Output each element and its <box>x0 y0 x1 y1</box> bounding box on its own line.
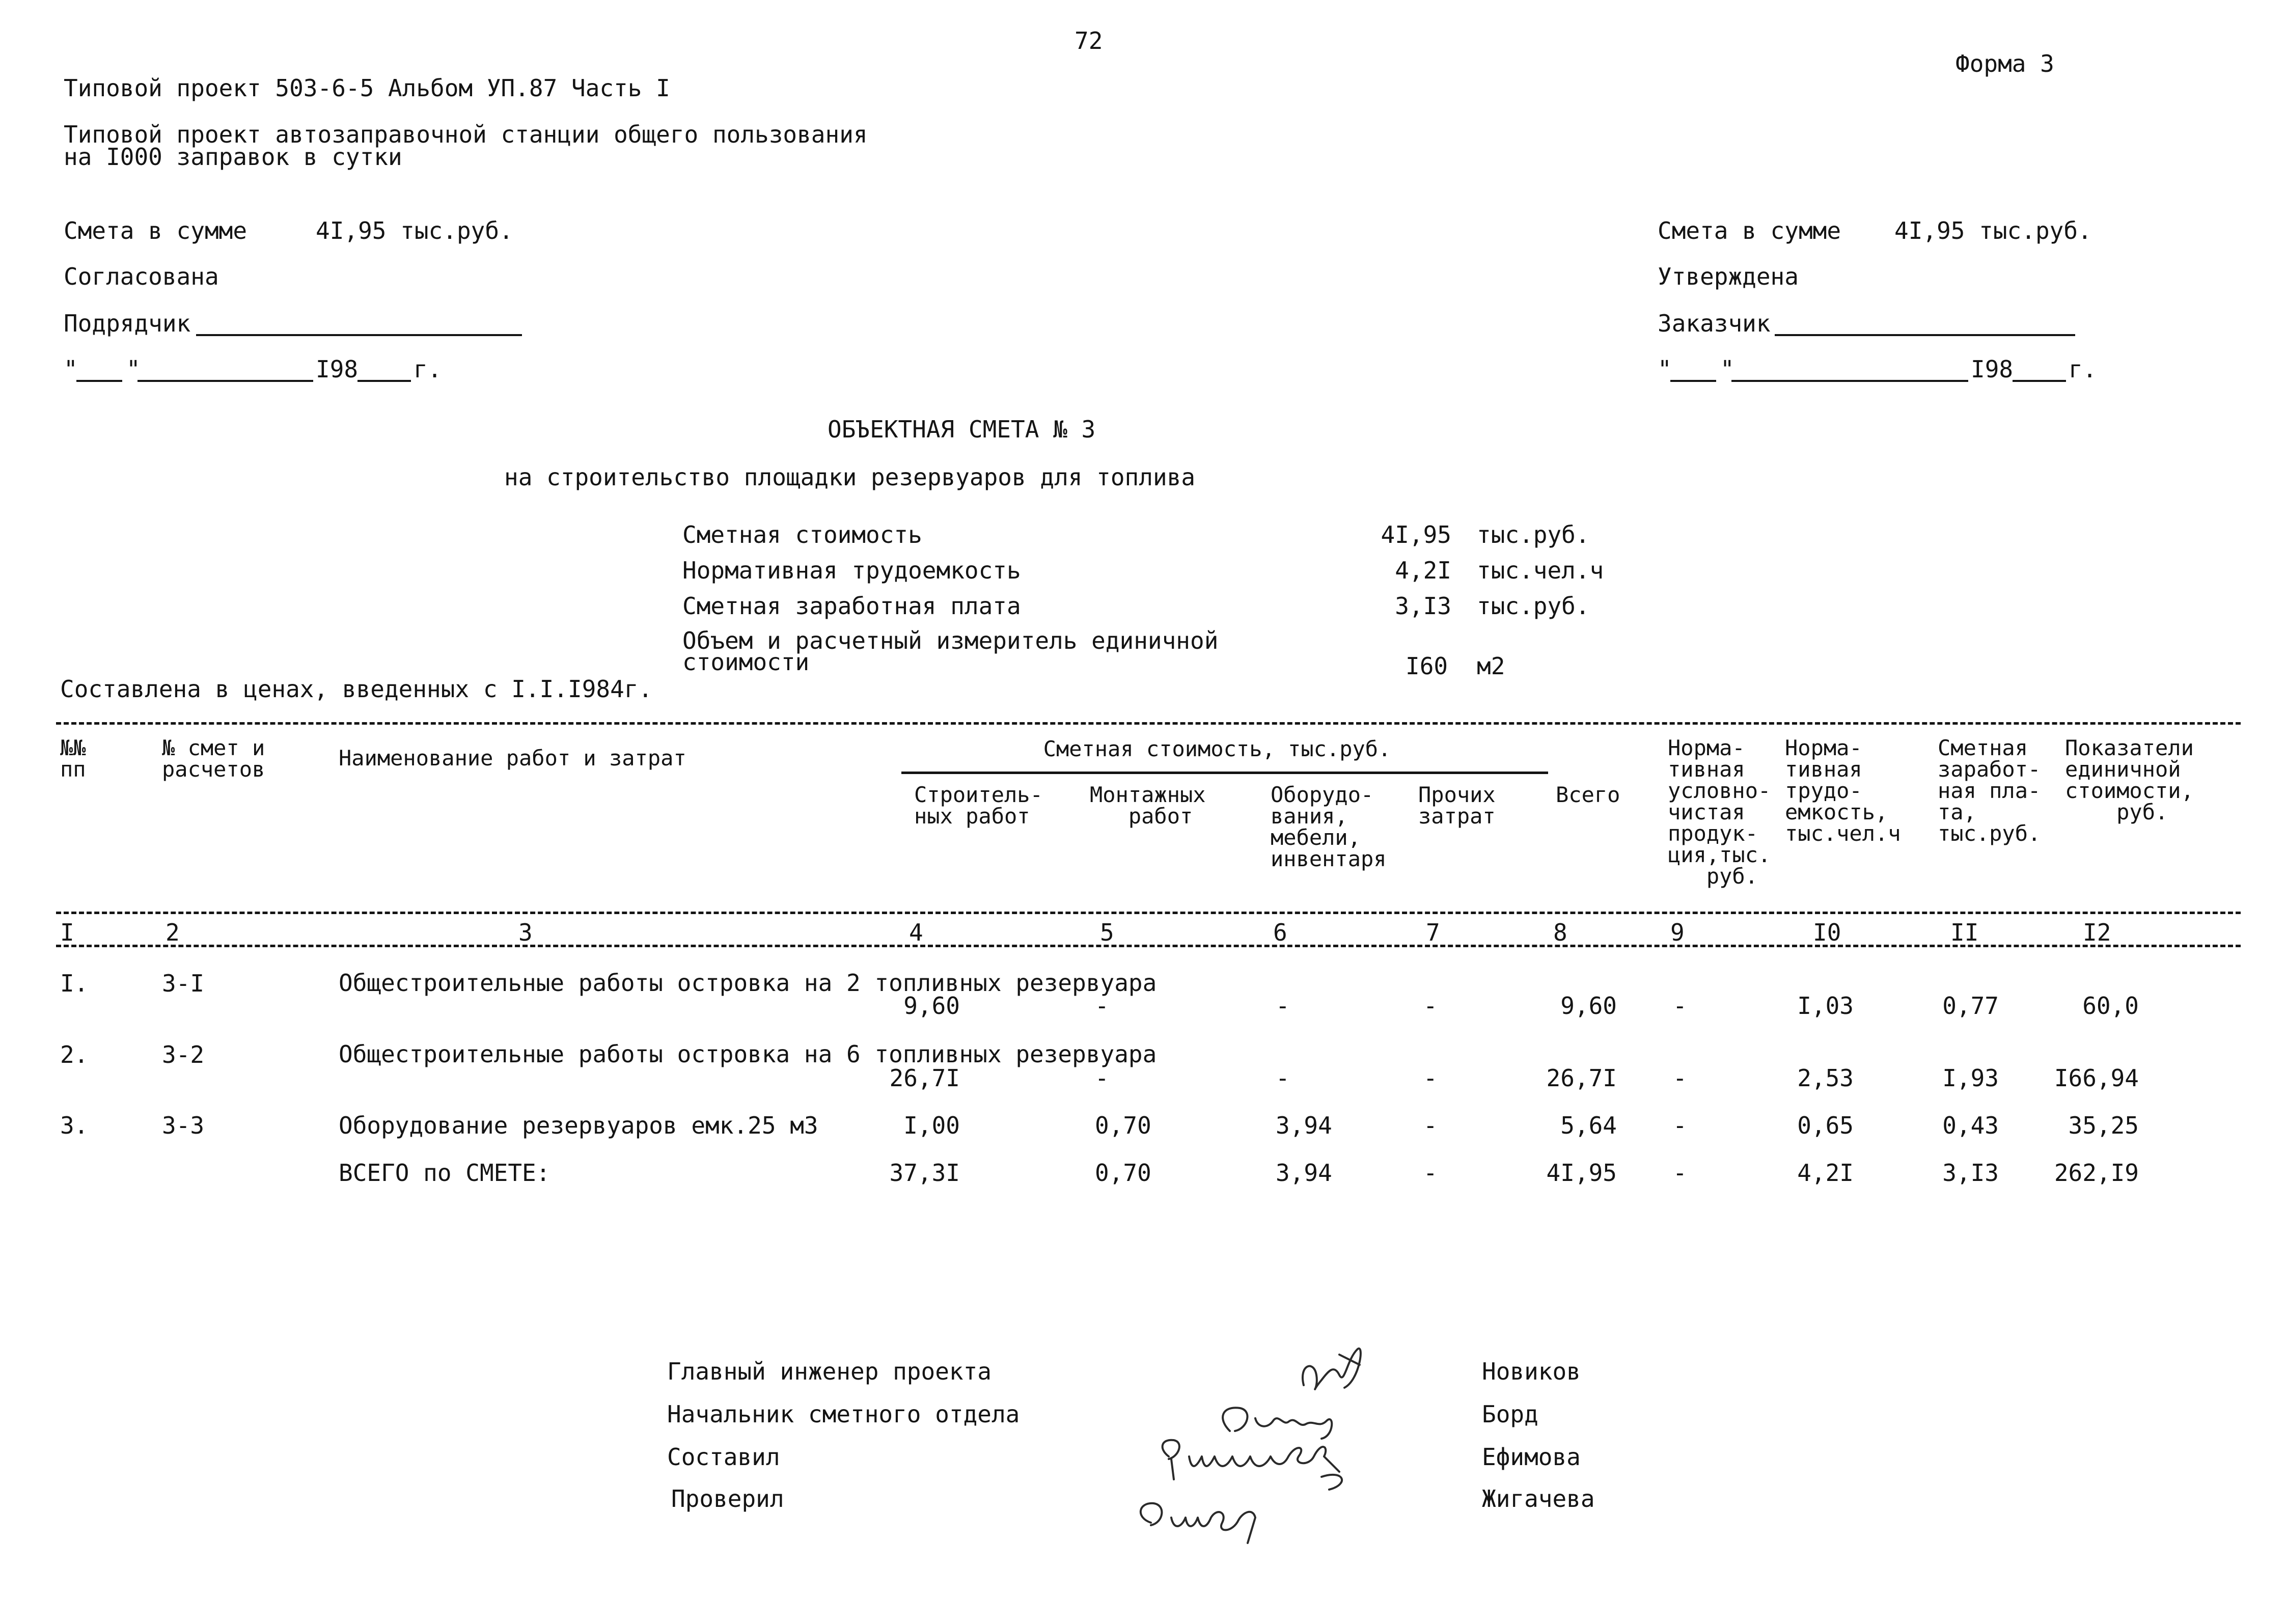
column-number: I0 <box>1813 919 1841 946</box>
signature-role: Составил <box>667 1443 780 1471</box>
header-construction: Строитель- ных работ <box>914 782 1043 829</box>
row-norm-prod: - <box>1673 1064 1687 1092</box>
form-label: Форма 3 <box>1956 50 2054 77</box>
right-date-day-line <box>1670 380 1716 382</box>
header-group-rule <box>901 772 1548 774</box>
row-other: - <box>1423 992 1438 1020</box>
table-top-rule <box>56 722 2241 725</box>
document-subtitle: на строительство площадки резервуаров для топлива <box>504 463 1196 491</box>
contractor-label: Подрядчик <box>64 310 191 337</box>
summary-value: I60 <box>1406 652 1448 680</box>
right-date-close-quote: " <box>1720 355 1734 383</box>
total-norm-labor: 4,2I <box>1797 1159 1854 1187</box>
header-num: №№ пп <box>60 735 86 782</box>
right-date-open-quote: " <box>1658 355 1672 383</box>
summary-label: Объем и расчетный измеритель единичной стоимости <box>682 627 1219 676</box>
signature-role: Проверил <box>671 1485 784 1512</box>
header-total: Всего <box>1556 782 1620 807</box>
header-equipment: Оборудо- вания, мебели, инвентаря <box>1271 782 1387 871</box>
total-assembly: 0,70 <box>1095 1159 1151 1187</box>
prices-note: Составлена в ценах, введенных с I.I.I984г. <box>60 675 653 703</box>
row-assembly: - <box>1095 992 1109 1020</box>
left-date-year: I98 <box>316 355 359 383</box>
column-number: 6 <box>1273 919 1287 946</box>
handwritten-signatures <box>1120 1304 1446 1568</box>
summary-label: Сметная заработная плата <box>682 592 1021 620</box>
row-equipment: 3,94 <box>1276 1112 1332 1139</box>
signature-role: Начальник сметного отдела <box>667 1400 1020 1428</box>
left-date-year-line <box>357 380 411 382</box>
summary-value: 3,I3 <box>1395 592 1451 620</box>
row-construction: 26,7I <box>889 1064 960 1092</box>
total-construction: 37,3I <box>889 1159 960 1187</box>
row-construction: 9,60 <box>903 992 960 1020</box>
left-agreed-label: Согласована <box>64 263 219 290</box>
total-total: 4I,95 <box>1546 1159 1617 1187</box>
page-number: 72 <box>1075 27 1103 54</box>
header-calc: № смет и расчетов <box>162 735 265 782</box>
column-number: I <box>60 919 74 946</box>
right-date-year-line <box>2013 380 2066 382</box>
row-wages: 0,43 <box>1942 1112 1999 1139</box>
header-norm-labor: Норма- тивная трудо- емкость, тыс.чел.ч <box>1785 735 1901 846</box>
row-unit-cost: 35,25 <box>2068 1112 2139 1139</box>
right-sum-label: Смета в сумме <box>1658 217 1841 244</box>
row-unit-cost: 60,0 <box>2082 992 2139 1020</box>
signature-name: Новиков <box>1482 1358 1581 1385</box>
total-equipment: 3,94 <box>1276 1159 1332 1187</box>
left-date-month-line <box>137 380 313 382</box>
row-total: 5,64 <box>1560 1112 1617 1139</box>
row-name: Общестроительные работы островка на 6 топливных резервуара <box>339 1040 1157 1068</box>
row-norm-labor: 2,53 <box>1797 1064 1854 1092</box>
right-date-month-line <box>1731 380 1968 382</box>
customer-label: Заказчик <box>1658 310 1771 337</box>
row-wages: I,93 <box>1942 1064 1999 1092</box>
header-norm-prod: Норма- тивная условно- чистая продук- ция,тыс. руб. <box>1668 735 1771 889</box>
row-other: - <box>1423 1112 1438 1139</box>
total-label: ВСЕГО по СМЕТЕ: <box>339 1159 550 1187</box>
row-calc: 3-2 <box>162 1041 205 1068</box>
right-date-suffix: г. <box>2069 355 2097 383</box>
row-norm-labor: 0,65 <box>1797 1112 1854 1139</box>
row-equipment: - <box>1276 992 1290 1020</box>
summary-label: Сметная стоимость <box>682 521 922 548</box>
column-number: I2 <box>2083 919 2111 946</box>
column-number: 7 <box>1426 919 1440 946</box>
project-line-1: Типовой проект 503-6-5 Альбом УП.87 Часть I <box>64 74 670 102</box>
document-title: ОБЪЕКТНАЯ СМЕТА № 3 <box>828 416 1096 443</box>
summary-value: 4I,95 <box>1381 521 1451 548</box>
signature-role: Главный инженер проекта <box>667 1358 991 1385</box>
column-number: 2 <box>166 919 180 946</box>
total-unit-cost: 262,I9 <box>2054 1159 2139 1187</box>
column-number: 8 <box>1553 919 1567 946</box>
row-other: - <box>1423 1064 1438 1092</box>
header-group-cost: Сметная стоимость, тыс.руб. <box>1043 736 1391 761</box>
signature-name: Ефимова <box>1482 1443 1581 1471</box>
left-sum-value: 4I,95 тыс.руб. <box>316 217 513 244</box>
summary-label: Нормативная трудоемкость <box>682 557 1021 584</box>
signature-name: Борд <box>1482 1400 1538 1428</box>
signature-name: Жигачева <box>1482 1485 1595 1512</box>
row-norm-labor: I,03 <box>1797 992 1854 1020</box>
row-name: Общестроительные работы островка на 2 топливных резервуара <box>339 969 1157 997</box>
row-assembly: - <box>1095 1064 1109 1092</box>
total-other: - <box>1423 1159 1438 1187</box>
right-approved-label: Утверждена <box>1658 263 1799 290</box>
row-unit-cost: I66,94 <box>2054 1064 2139 1092</box>
column-number: 9 <box>1670 919 1685 946</box>
row-num: 3. <box>60 1112 89 1139</box>
row-calc: 3-I <box>162 970 205 997</box>
row-norm-prod: - <box>1673 1112 1687 1139</box>
row-name: Оборудование резервуаров емк.25 м3 <box>339 1112 818 1139</box>
header-bottom-rule <box>56 912 2241 914</box>
right-date-year: I98 <box>1971 355 2014 383</box>
row-equipment: - <box>1276 1064 1290 1092</box>
column-number: II <box>1950 919 1979 946</box>
left-sum-label: Смета в сумме <box>64 217 247 244</box>
row-num: 2. <box>60 1041 89 1068</box>
column-number-rule <box>56 945 2241 947</box>
left-date-open-quote: " <box>64 355 78 383</box>
left-date-day-line <box>76 380 122 382</box>
right-sum-value: 4I,95 тыс.руб. <box>1894 217 2092 244</box>
row-norm-prod: - <box>1673 992 1687 1020</box>
column-number: 5 <box>1100 919 1114 946</box>
summary-unit: тыс.руб. <box>1477 592 1590 620</box>
total-wages: 3,I3 <box>1942 1159 1999 1187</box>
header-wages: Сметная заработ- ная пла- та, тыс.руб. <box>1938 735 2041 846</box>
contractor-signature-line <box>196 334 522 336</box>
total-norm-prod: - <box>1673 1159 1687 1187</box>
header-other: Прочих затрат <box>1418 782 1496 829</box>
row-num: I. <box>60 970 89 997</box>
row-wages: 0,77 <box>1942 992 1999 1020</box>
header-assembly: Монтажных работ <box>1090 782 1206 829</box>
left-date-close-quote: " <box>126 355 141 383</box>
row-construction: I,00 <box>903 1112 960 1139</box>
header-name: Наименование работ и затрат <box>339 746 686 770</box>
row-total: 26,7I <box>1546 1064 1617 1092</box>
row-calc: 3-3 <box>162 1112 205 1139</box>
column-number: 4 <box>909 919 923 946</box>
row-total: 9,60 <box>1560 992 1617 1020</box>
summary-value: 4,2I <box>1395 557 1451 584</box>
row-assembly: 0,70 <box>1095 1112 1151 1139</box>
project-line-2: Типовой проект автозаправочной станции общего пользования <box>64 121 868 148</box>
summary-unit: м2 <box>1477 652 1505 680</box>
column-number: 3 <box>518 919 533 946</box>
left-date-suffix: г. <box>414 355 442 383</box>
header-unit-cost: Показатели единичной стоимости, руб. <box>2065 735 2194 824</box>
summary-unit: тыс.руб. <box>1477 521 1590 548</box>
project-line-3: на I000 заправок в сутки <box>64 143 402 171</box>
summary-unit: тыс.чел.ч <box>1477 557 1604 584</box>
customer-signature-line <box>1775 334 2075 336</box>
